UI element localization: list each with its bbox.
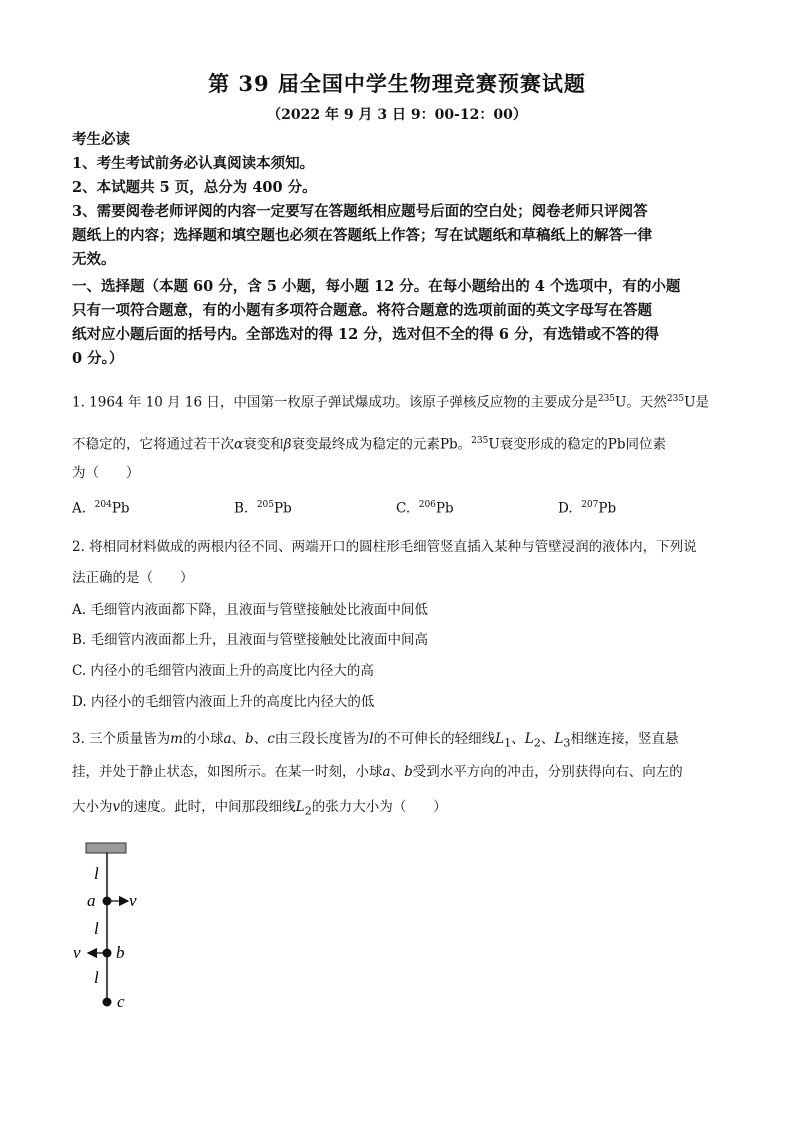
q1-option-c[interactable]: C. $^{206}$Pb	[396, 500, 454, 517]
section1-line-1: 一、选择题（本题 60 分，含 5 小题，每小题 12 分。在每小题给出的 4 个选项中，有的小题	[72, 278, 681, 295]
section1-line-2: 只有一项符合题意，有的小题有多项符合题意。将符合题意的选项前面的英文字母写在答题	[72, 302, 652, 319]
label-c: c	[117, 992, 125, 1011]
notice-heading: 考生必读	[72, 131, 130, 148]
ceiling-support	[86, 843, 126, 853]
q2-option-c[interactable]: C. 内径小的毛细管内液面上升的高度比内径大的高	[72, 663, 374, 679]
pendulum-figure	[62, 835, 182, 1025]
q3-line-2: 挂，并处于静止状态，如图所示。在某一时刻，小球a、b受到水平方向的冲击，分别获得向右、向左的	[72, 764, 683, 780]
exam-date: （2022 年 9 月 3 日 9：00-12：00）	[267, 107, 527, 123]
q1-line-3: 为（ ）	[72, 465, 140, 481]
q1-option-d[interactable]: D. $^{207}$Pb	[558, 500, 617, 517]
label-l-3: l	[94, 968, 99, 987]
notice-item-3-line-3: 无效。	[72, 251, 116, 268]
q2-option-d[interactable]: D. 内径小的毛细管内液面上升的高度比内径大的低	[72, 694, 375, 710]
notice-item-3-line-1: 3、需要阅卷老师评阅的内容一定要写在答题纸相应题号后面的空白处；阅卷老师只评阅答	[72, 203, 648, 220]
label-v-right: v	[129, 891, 137, 910]
label-v-left: v	[73, 943, 81, 962]
q3-line-3: 大小为v的速度。此时，中间那段细线$L_2$的张力大小为（ ）	[72, 799, 447, 818]
label-l-2: l	[94, 919, 99, 938]
page-title: 第 39 届全国中学生物理竞赛预赛试题	[208, 71, 586, 96]
label-l-1: l	[94, 864, 99, 883]
section1-line-3: 纸对应小题后面的括号内。全部选对的得 12 分，选对但不全的得 6 分，有选错或不答的得	[72, 326, 659, 343]
notice-item-2: 2、本试题共 5 页，总分为 400 分。	[72, 179, 317, 196]
q3-line-1: 3. 三个质量皆为m的小球a、b、c由三段长度皆为l的不可伸长的轻细线$L_1$、$L_2$、$L_3$相继连接，竖直悬	[72, 731, 679, 750]
q2-line-2: 法正确的是（ ）	[72, 570, 194, 586]
notice-item-1: 1、考生考试前务必认真阅读本须知。	[72, 155, 315, 172]
q2-option-b[interactable]: B. 毛细管内液面都上升，且液面与管壁接触处比液面中间高	[72, 632, 429, 648]
q1-line-2: 不稳定的，它将通过若干次α衰变和β衰变最终成为稳定的元素Pb。$^{235}$U衰变形成的稳定的Pb同位素	[72, 436, 666, 453]
section1-line-4: 0 分。）	[72, 350, 124, 367]
q2-option-a[interactable]: A. 毛细管内液面都下降，且液面与管壁接触处比液面中间低	[72, 602, 428, 618]
q1-option-a[interactable]: A. $^{204}$Pb	[72, 500, 130, 517]
notice-item-3-line-2: 题纸上的内容；选择题和填空题也必须在答题纸上作答；写在试题纸和草稿纸上的解答一律	[72, 227, 652, 244]
q2-line-1: 2. 将相同材料做成的两根内径不同、两端开口的圆柱形毛细管竖直插入某种与管壁浸润的液体内，下列说	[72, 539, 697, 555]
q1-line-1: 1. 1964 年 10 月 16 日，中国第一枚原子弹试爆成功。该原子弹核反应物的主要成分是$^{235}$U。天然$^{235}$U是	[72, 394, 709, 411]
q1-option-b[interactable]: B. $^{205}$Pb	[234, 500, 292, 517]
label-b: b	[116, 943, 125, 962]
ball-c	[103, 998, 112, 1007]
label-a: a	[87, 891, 96, 910]
